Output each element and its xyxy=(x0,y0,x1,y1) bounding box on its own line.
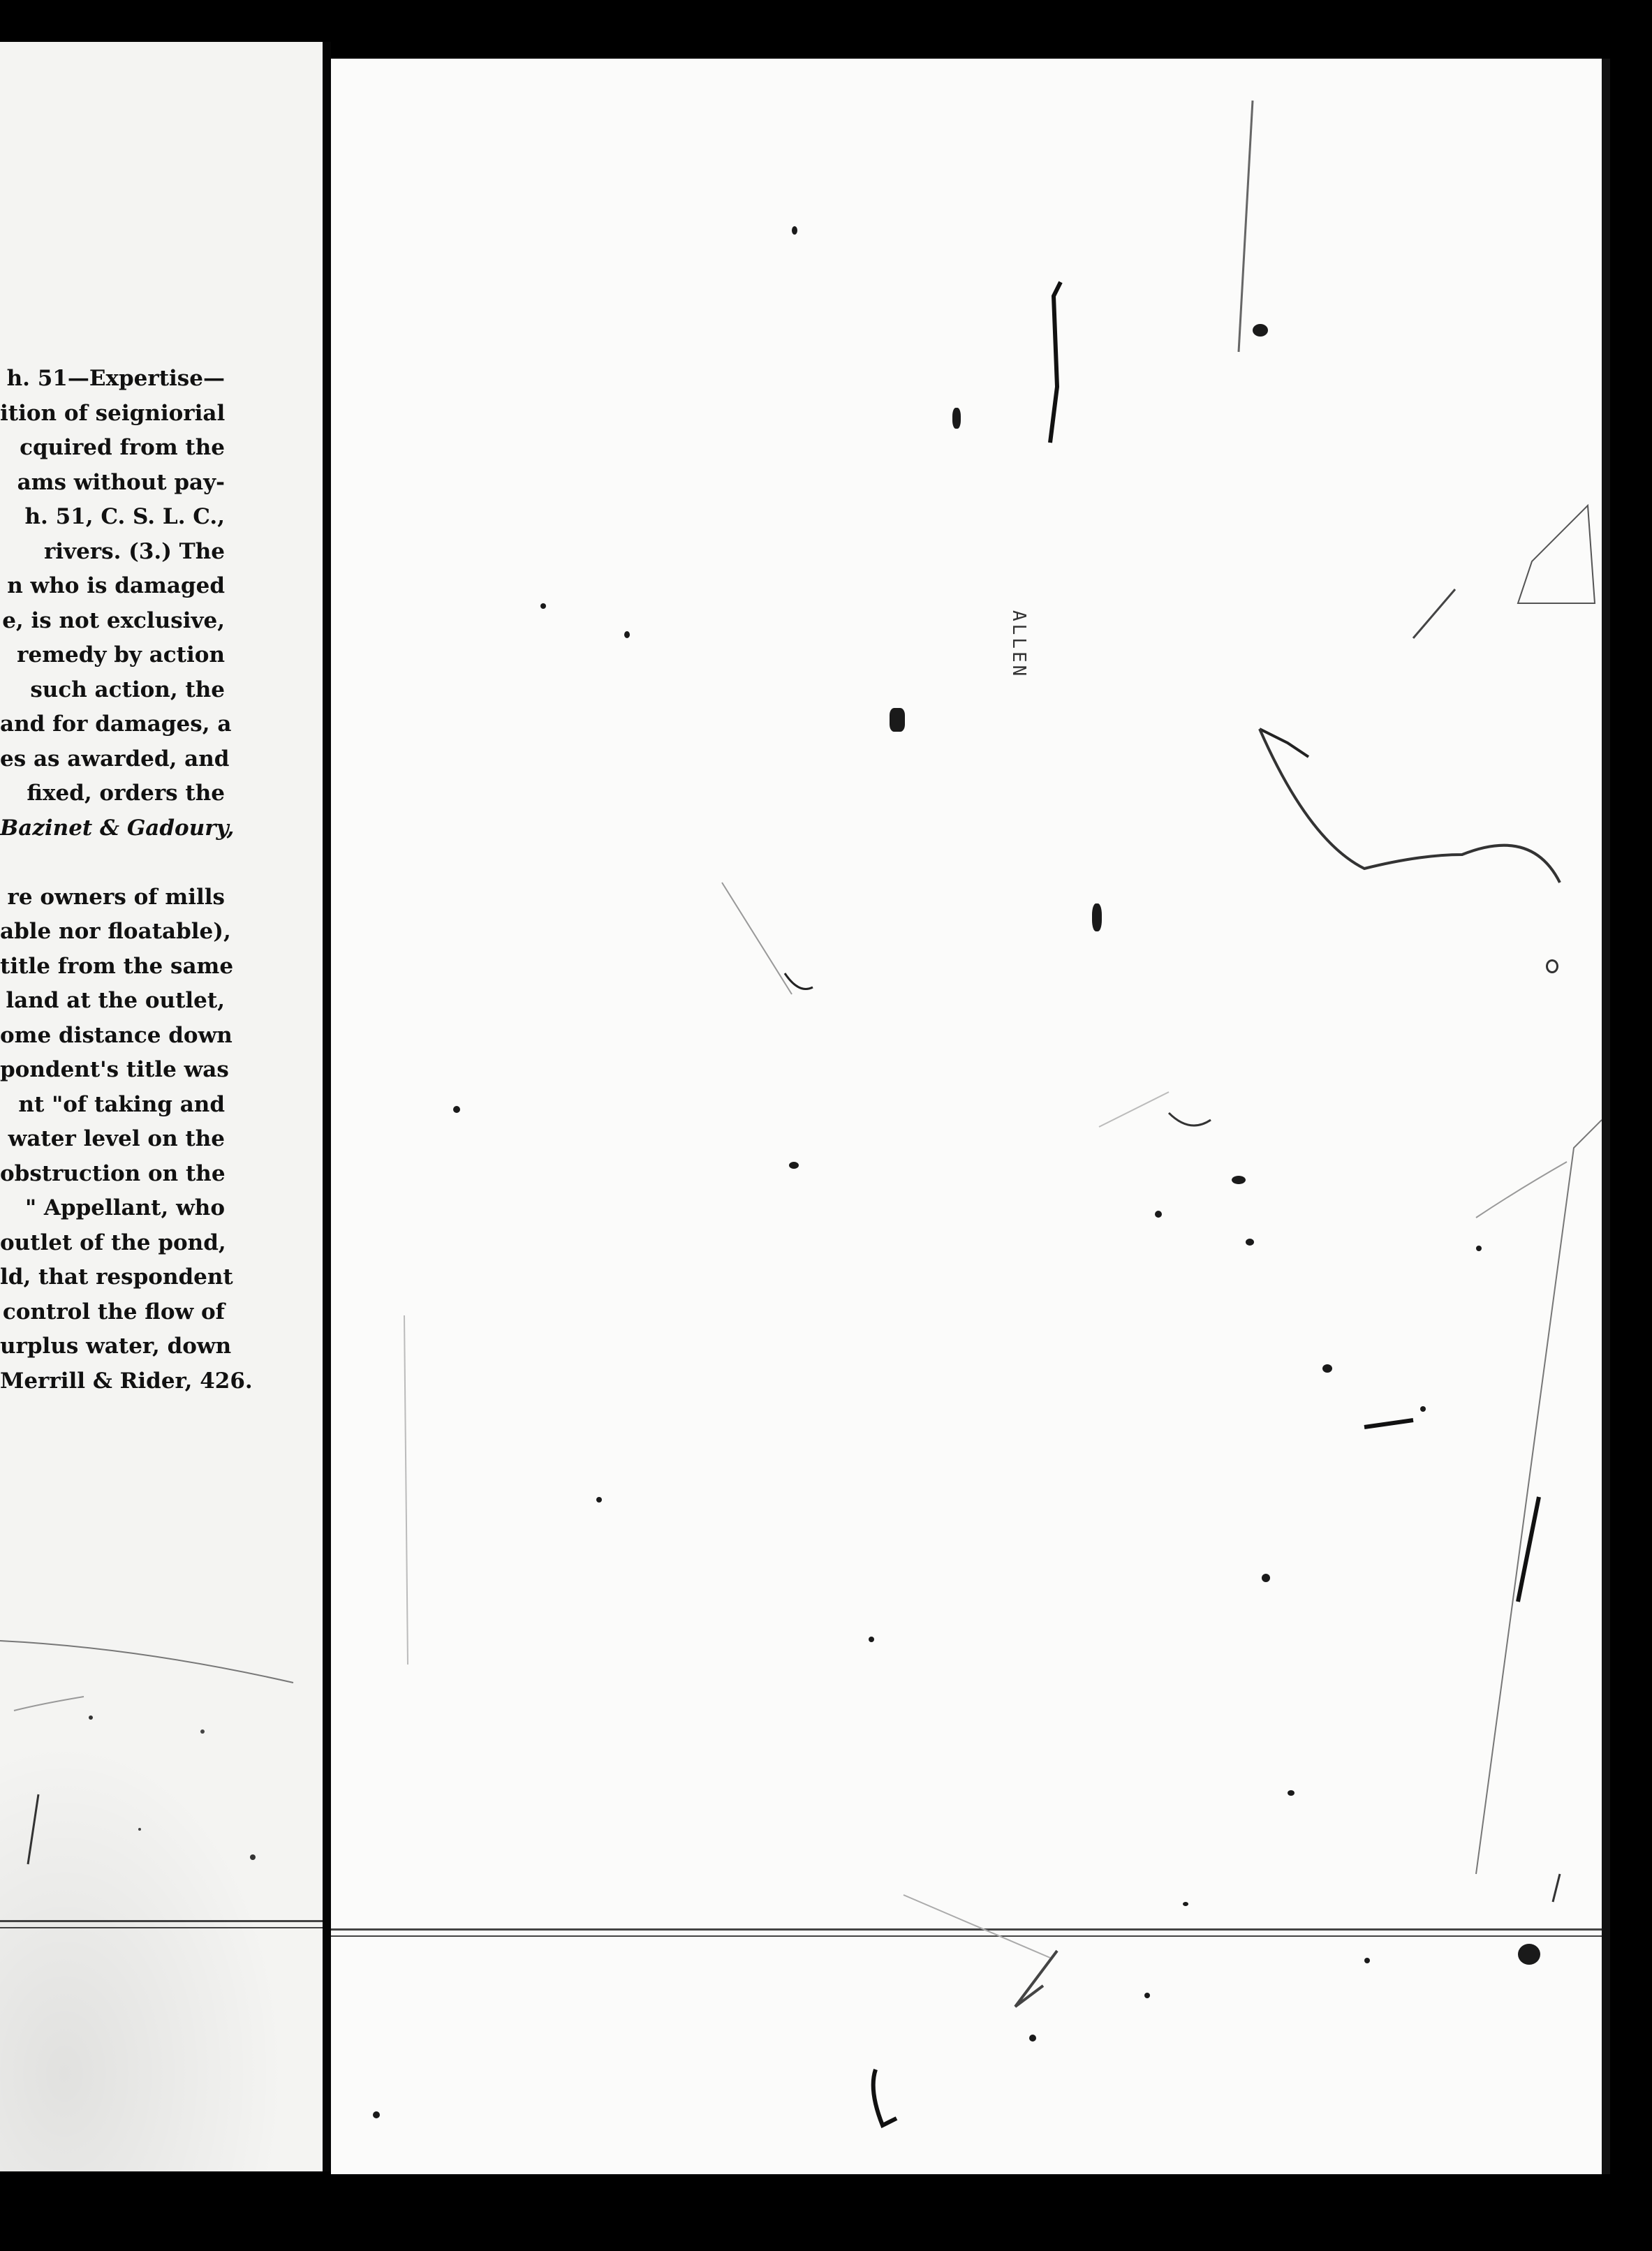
text-line: and for damages, a xyxy=(0,711,232,737)
ink-speck xyxy=(869,1637,874,1642)
ink-speck xyxy=(624,631,630,638)
text-line: remedy by action xyxy=(17,642,225,667)
text-line: re owners of mills xyxy=(7,884,225,910)
text-line: ld, that respondent xyxy=(0,1264,233,1290)
ink-speck xyxy=(890,708,905,732)
text-line: e, is not exclusive, xyxy=(2,607,225,633)
ink-speck xyxy=(1144,1993,1150,1998)
page-gutter xyxy=(323,42,331,2171)
margin-notation: ALLEN xyxy=(1008,610,1029,679)
page-edge xyxy=(1602,59,1610,2174)
ink-speck xyxy=(1322,1364,1332,1373)
text-line: ome distance down xyxy=(0,1022,233,1048)
ink-speck xyxy=(1246,1239,1254,1246)
ink-speck xyxy=(1288,1790,1295,1796)
ink-speck xyxy=(1253,324,1268,337)
right-page-blank xyxy=(331,59,1602,2174)
text-line: h. 51—Expertise— xyxy=(6,366,225,391)
ink-speck xyxy=(596,1497,602,1503)
left-page-noise xyxy=(0,42,323,2171)
text-line: such action, the xyxy=(30,677,225,702)
ink-speck xyxy=(1420,1406,1426,1412)
text-line: rivers. (3.) The xyxy=(43,538,225,564)
ink-speck xyxy=(540,603,546,609)
ink-speck xyxy=(1232,1176,1246,1184)
text-line: cquired from the xyxy=(20,435,225,460)
text-line: h. 51, C. S. L. C., xyxy=(24,504,225,529)
ink-speck xyxy=(373,2111,380,2118)
ink-speck xyxy=(1476,1246,1482,1251)
text-line: Merrill & Rider, 426. xyxy=(0,1368,253,1394)
text-line: pondent's title was xyxy=(0,1057,229,1082)
text-line: obstruction on the xyxy=(0,1160,226,1186)
ink-speck xyxy=(789,1162,799,1169)
text-line: water level on the xyxy=(8,1126,225,1151)
text-line: es as awarded, and xyxy=(0,746,230,772)
text-line: able nor floatable), xyxy=(0,919,231,944)
text-line: ams without pay- xyxy=(17,469,225,495)
ink-speck xyxy=(1092,903,1102,931)
ink-speck xyxy=(1364,1958,1370,1963)
text-line: land at the outlet, xyxy=(6,988,225,1013)
ink-speck xyxy=(1183,1902,1188,1906)
ink-speck xyxy=(1155,1211,1162,1218)
ink-speck xyxy=(1029,2035,1036,2042)
text-line: urplus water, down xyxy=(0,1334,232,1359)
ink-speck xyxy=(1262,1574,1270,1582)
text-line: title from the same xyxy=(0,953,234,979)
ink-speck xyxy=(1518,1944,1540,1965)
text-line: nt "of taking and xyxy=(18,1091,225,1117)
text-line: outlet of the pond, xyxy=(0,1230,226,1255)
page-divider-rule xyxy=(0,1927,323,1928)
page-divider-rule xyxy=(0,1920,323,1922)
text-line: fixed, orders the xyxy=(27,781,225,806)
ink-speck xyxy=(1546,959,1558,973)
left-page-fragment xyxy=(0,42,323,2171)
text-line: " Appellant, who xyxy=(24,1195,225,1220)
ink-speck xyxy=(952,408,961,429)
scan-artifacts xyxy=(331,59,1602,2174)
ink-speck xyxy=(792,226,797,235)
text-line: n who is damaged xyxy=(7,573,225,598)
text-line: ition of seigniorial xyxy=(0,400,226,426)
text-line: Bazinet & Gadoury, xyxy=(0,815,235,841)
text-line: control the flow of xyxy=(2,1299,225,1324)
ink-speck xyxy=(453,1106,460,1113)
